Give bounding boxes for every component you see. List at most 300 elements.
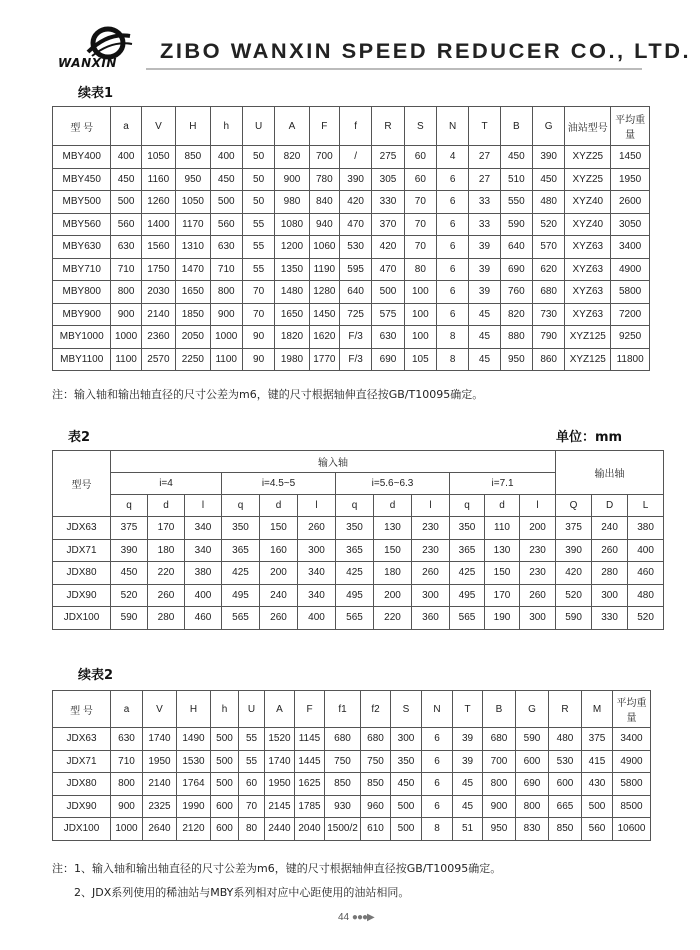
table1-header-cell: T: [469, 107, 500, 146]
table-cell: JDX90: [53, 795, 111, 818]
table-cell: XYZ63: [565, 303, 611, 326]
table-cell: 375: [556, 517, 592, 540]
table-cell: 105: [404, 348, 436, 371]
table-cell: 800: [483, 773, 516, 796]
table3-header-cell: A: [265, 691, 295, 728]
table2-subheader-cell: q: [111, 495, 148, 517]
page-arrows-icon: ●●●▶: [351, 912, 374, 923]
table-cell: 230: [520, 562, 556, 585]
table-cell: 1785: [295, 795, 325, 818]
table-cell: 1625: [295, 773, 325, 796]
table3-header-cell: R: [549, 691, 582, 728]
table-cell: 350: [336, 517, 374, 540]
table-cell: 7200: [611, 303, 650, 326]
table-cell: 500: [211, 728, 239, 751]
table-cell: 500: [391, 795, 422, 818]
table3-header-cell: f1: [325, 691, 361, 728]
table2-ratio-header: i=4.5~5: [222, 473, 336, 495]
header-rule: [146, 68, 642, 70]
company-name: ZIBO WANXIN SPEED REDUCER CO., LTD.: [160, 40, 692, 63]
table-cell: 100: [404, 326, 436, 349]
table-cell: 1820: [275, 326, 309, 349]
table-cell: 100: [404, 281, 436, 304]
table-row: [53, 236, 650, 259]
table2-unit: 单位：mm: [556, 430, 623, 445]
table-cell: 1450: [611, 146, 650, 169]
table-cell: 8500: [613, 795, 651, 818]
table-cell: 680: [532, 281, 564, 304]
table-cell: 520: [111, 584, 148, 607]
table-cell: 780: [309, 168, 339, 191]
table-cell: MBY560: [53, 213, 111, 236]
table-cell: 2050: [176, 326, 210, 349]
table-cell: 500: [210, 191, 242, 214]
table-cell: 275: [372, 146, 404, 169]
table1-title: 续表1: [78, 86, 114, 101]
table-cell: XYZ25: [565, 146, 611, 169]
table-cell: 1480: [275, 281, 309, 304]
table2-subheader-cell: d: [485, 495, 520, 517]
table-cell: 450: [500, 146, 532, 169]
table-cell: 2140: [141, 303, 175, 326]
table-cell: 495: [222, 584, 260, 607]
table1-header-cell: S: [404, 107, 436, 146]
table-cell: 730: [532, 303, 564, 326]
table-cell: 460: [185, 607, 222, 630]
table-cell: 690: [500, 258, 532, 281]
table-cell: 230: [520, 539, 556, 562]
table-cell: 1000: [111, 326, 141, 349]
table-cell: 130: [374, 517, 412, 540]
table-cell: 33: [469, 213, 500, 236]
table1-header-cell: B: [500, 107, 532, 146]
table-cell: 160: [260, 539, 298, 562]
table-cell: 370: [372, 213, 404, 236]
table-cell: 6: [437, 303, 469, 326]
table-cell: MBY900: [53, 303, 111, 326]
table-cell: 90: [242, 326, 274, 349]
table-cell: 820: [500, 303, 532, 326]
table-cell: 530: [339, 236, 371, 259]
table-cell: 390: [111, 539, 148, 562]
table-cell: 500: [391, 818, 422, 841]
table-cell: 280: [592, 562, 628, 585]
table-cell: 830: [516, 818, 549, 841]
table2-subheader-cell: L: [628, 495, 664, 517]
table-cell: 665: [549, 795, 582, 818]
table-cell: 500: [211, 773, 239, 796]
table-cell: JDX63: [53, 517, 111, 540]
table-cell: 2360: [141, 326, 175, 349]
table-cell: MBY500: [53, 191, 111, 214]
table-cell: 390: [339, 168, 371, 191]
table-cell: 260: [148, 584, 185, 607]
table-cell: 70: [239, 795, 265, 818]
table2-subheader-cell: d: [374, 495, 412, 517]
table-cell: 1490: [177, 728, 211, 751]
table-cell: 700: [309, 146, 339, 169]
table-cell: 425: [336, 562, 374, 585]
table-cell: 600: [211, 818, 239, 841]
table2-ratio-header: i=5.6~6.3: [336, 473, 450, 495]
table-row: [53, 795, 651, 818]
table1-header-cell: N: [437, 107, 469, 146]
table-row: [53, 303, 650, 326]
table-cell: JDX90: [53, 584, 111, 607]
table-row: [53, 773, 651, 796]
table-cell: 200: [374, 584, 412, 607]
table-cell: 470: [339, 213, 371, 236]
table3-header-cell: B: [483, 691, 516, 728]
table-cell: 1170: [176, 213, 210, 236]
table-cell: 500: [211, 750, 239, 773]
table-cell: 2325: [143, 795, 177, 818]
table3-header-cell: F: [295, 691, 325, 728]
table3-header-cell: M: [582, 691, 613, 728]
table-cell: 240: [260, 584, 298, 607]
table-cell: 1190: [309, 258, 339, 281]
table-cell: 590: [556, 607, 592, 630]
table-cell: 420: [372, 236, 404, 259]
table-cell: 620: [532, 258, 564, 281]
table-cell: 45: [453, 773, 483, 796]
table-cell: 1100: [111, 348, 141, 371]
table-cell: 940: [309, 213, 339, 236]
table-cell: 450: [391, 773, 422, 796]
table-cell: 70: [404, 191, 436, 214]
table-cell: JDX100: [53, 607, 111, 630]
table-cell: 27: [469, 168, 500, 191]
table1-header-cell: A: [275, 107, 309, 146]
table-cell: 330: [592, 607, 628, 630]
table-cell: 80: [239, 818, 265, 841]
table2: [52, 450, 664, 630]
table-cell: 450: [210, 168, 242, 191]
table-cell: 2250: [176, 348, 210, 371]
table3-header-cell: H: [177, 691, 211, 728]
table1-header-cell: U: [242, 107, 274, 146]
table2-subheader-cell: l: [520, 495, 556, 517]
table-cell: 400: [298, 607, 336, 630]
table-row: [53, 562, 664, 585]
table-cell: 1520: [265, 728, 295, 751]
table-cell: 1764: [177, 773, 211, 796]
table-cell: 33: [469, 191, 500, 214]
table-cell: 350: [391, 750, 422, 773]
table-cell: JDX80: [53, 562, 111, 585]
table3-header-cell: 平均重量: [613, 691, 651, 728]
table-cell: 55: [239, 728, 265, 751]
table-cell: 1990: [177, 795, 211, 818]
table-cell: 630: [111, 236, 141, 259]
table2-ratio-header: i=7.1: [450, 473, 556, 495]
table-cell: 495: [450, 584, 485, 607]
table2-subheader-cell: q: [450, 495, 485, 517]
table-cell: 1950: [611, 168, 650, 191]
table-cell: 550: [500, 191, 532, 214]
table1-header-cell: 型 号: [53, 107, 111, 146]
table2-subheader-cell: l: [298, 495, 336, 517]
table-cell: 9250: [611, 326, 650, 349]
page-number-text: 44: [338, 912, 350, 923]
table-cell: 1200: [275, 236, 309, 259]
table-cell: 300: [592, 584, 628, 607]
table2-title: 表2: [68, 430, 91, 445]
table-cell: 575: [372, 303, 404, 326]
table-cell: 200: [520, 517, 556, 540]
table-cell: 110: [485, 517, 520, 540]
table-cell: 340: [298, 584, 336, 607]
table-cell: 1060: [309, 236, 339, 259]
table-cell: 1850: [176, 303, 210, 326]
table-cell: F/3: [339, 348, 371, 371]
table-cell: 45: [469, 326, 500, 349]
table-cell: 520: [628, 607, 664, 630]
table-cell: 365: [222, 539, 260, 562]
table2-subheader-cell: l: [185, 495, 222, 517]
table-cell: 700: [483, 750, 516, 773]
table3-header-cell: a: [111, 691, 143, 728]
table-cell: 1350: [275, 258, 309, 281]
table-cell: 425: [222, 562, 260, 585]
table-cell: 340: [185, 517, 222, 540]
table-cell: 480: [628, 584, 664, 607]
table1: [52, 106, 650, 371]
table3-header-row: [53, 691, 651, 728]
table-row: [53, 818, 651, 841]
table-cell: 5800: [611, 281, 650, 304]
table3-header-cell: U: [239, 691, 265, 728]
table1-header-row: [53, 107, 650, 146]
table-cell: 39: [453, 728, 483, 751]
table-cell: 70: [242, 281, 274, 304]
table2-subheader-cell: q: [222, 495, 260, 517]
table-cell: 750: [325, 750, 361, 773]
table-cell: XYZ63: [565, 281, 611, 304]
table-cell: 8: [437, 348, 469, 371]
table-cell: 900: [111, 795, 143, 818]
table-cell: 60: [404, 168, 436, 191]
table1-header-cell: F: [309, 107, 339, 146]
table-cell: 60: [404, 146, 436, 169]
table-cell: 600: [516, 750, 549, 773]
table-cell: JDX71: [53, 750, 111, 773]
table-cell: 170: [148, 517, 185, 540]
table-cell: 2145: [265, 795, 295, 818]
table-cell: 260: [260, 607, 298, 630]
table-cell: 50: [242, 146, 274, 169]
table-cell: 1740: [265, 750, 295, 773]
table-cell: 340: [298, 562, 336, 585]
table-cell: F/3: [339, 326, 371, 349]
table1-header-cell: H: [176, 107, 210, 146]
table-cell: 450: [532, 168, 564, 191]
table-cell: 6: [422, 773, 453, 796]
table-cell: 2030: [141, 281, 175, 304]
table-cell: 51: [453, 818, 483, 841]
table-cell: 460: [628, 562, 664, 585]
table-cell: 39: [469, 281, 500, 304]
table-cell: 150: [260, 517, 298, 540]
table-cell: 1470: [176, 258, 210, 281]
table-cell: 450: [111, 562, 148, 585]
table-cell: 260: [520, 584, 556, 607]
table-cell: 305: [372, 168, 404, 191]
table3-note-2: 2、JDX系列使用的稀油站与MBY系列相对应中心距使用的油站相同。: [74, 886, 410, 899]
table2-output-shaft-header: 输出轴: [556, 451, 664, 495]
table-cell: 480: [549, 728, 582, 751]
table3-header-cell: 型 号: [53, 691, 111, 728]
table-cell: 640: [500, 236, 532, 259]
table-cell: JDX63: [53, 728, 111, 751]
table-cell: 630: [210, 236, 242, 259]
table-cell: 2440: [265, 818, 295, 841]
page-header: [0, 0, 700, 80]
table-cell: 800: [210, 281, 242, 304]
table3-header-cell: h: [211, 691, 239, 728]
table-cell: 100: [404, 303, 436, 326]
table-cell: 6: [422, 728, 453, 751]
table-cell: 590: [111, 607, 148, 630]
table-cell: XYZ40: [565, 213, 611, 236]
table-cell: 45: [453, 795, 483, 818]
table-row: [53, 146, 650, 169]
table-cell: 390: [556, 539, 592, 562]
table-cell: 230: [412, 517, 450, 540]
table-cell: 39: [453, 750, 483, 773]
table-cell: 5800: [613, 773, 651, 796]
table-cell: 400: [111, 146, 141, 169]
table-cell: 2040: [295, 818, 325, 841]
page-number: [338, 912, 374, 923]
table-cell: 10600: [613, 818, 651, 841]
table-cell: 180: [148, 539, 185, 562]
table-cell: 3400: [611, 236, 650, 259]
table-cell: 1450: [309, 303, 339, 326]
table-cell: 130: [485, 539, 520, 562]
table-cell: 1000: [210, 326, 242, 349]
table-cell: XYZ63: [565, 258, 611, 281]
table-cell: 50: [242, 168, 274, 191]
table-cell: 610: [361, 818, 391, 841]
table-cell: 900: [275, 168, 309, 191]
table1-header-cell: V: [141, 107, 175, 146]
table-cell: 280: [148, 607, 185, 630]
table-row: [53, 584, 664, 607]
table-cell: 690: [516, 773, 549, 796]
table2-subheader-cell: D: [592, 495, 628, 517]
table-cell: XYZ40: [565, 191, 611, 214]
table-cell: 2640: [143, 818, 177, 841]
table-cell: 560: [582, 818, 613, 841]
table-cell: 1950: [265, 773, 295, 796]
table1-header-cell: 平均重量: [611, 107, 650, 146]
table-cell: 6: [437, 258, 469, 281]
table-cell: 190: [485, 607, 520, 630]
table-cell: 230: [412, 539, 450, 562]
table-cell: 2140: [143, 773, 177, 796]
table-cell: XYZ63: [565, 236, 611, 259]
table-cell: 415: [582, 750, 613, 773]
table-cell: 150: [485, 562, 520, 585]
table-cell: 1740: [143, 728, 177, 751]
table-cell: /: [339, 146, 371, 169]
table-cell: 330: [372, 191, 404, 214]
table-cell: 820: [275, 146, 309, 169]
table-cell: MBY400: [53, 146, 111, 169]
table-cell: 3400: [613, 728, 651, 751]
table-row: [53, 258, 650, 281]
table-cell: 900: [111, 303, 141, 326]
table-cell: 1100: [210, 348, 242, 371]
table-cell: 950: [500, 348, 532, 371]
table-cell: 860: [532, 348, 564, 371]
table3-note-1: 注：1、输入轴和输出轴直径的尺寸公差为m6，键的尺寸根据轴伸直径按GB/T10095确定。: [52, 862, 502, 875]
table-cell: 4900: [611, 258, 650, 281]
table-cell: 380: [628, 517, 664, 540]
table-cell: 1770: [309, 348, 339, 371]
table-cell: 1750: [141, 258, 175, 281]
table-row: [53, 750, 651, 773]
table-cell: 600: [211, 795, 239, 818]
table-row: [53, 517, 664, 540]
table-cell: 680: [325, 728, 361, 751]
table-cell: 1260: [141, 191, 175, 214]
table-cell: 800: [111, 281, 141, 304]
table-cell: 6: [437, 281, 469, 304]
table-cell: 840: [309, 191, 339, 214]
table-cell: MBY1100: [53, 348, 111, 371]
table-row: [53, 607, 664, 630]
table-cell: 1950: [143, 750, 177, 773]
table-row: [53, 168, 650, 191]
table-cell: 565: [222, 607, 260, 630]
table-cell: 350: [450, 517, 485, 540]
table-cell: 27: [469, 146, 500, 169]
table-cell: 520: [532, 213, 564, 236]
table-cell: 725: [339, 303, 371, 326]
table3-title: 续表2: [78, 668, 114, 683]
table-cell: 60: [239, 773, 265, 796]
table-cell: 80: [404, 258, 436, 281]
table-cell: 170: [485, 584, 520, 607]
table-cell: 680: [483, 728, 516, 751]
table-cell: 425: [450, 562, 485, 585]
table3: [52, 690, 651, 841]
table-cell: 980: [275, 191, 309, 214]
table2-subheader-cell: q: [336, 495, 374, 517]
table-cell: 560: [210, 213, 242, 236]
table-cell: 8: [422, 818, 453, 841]
table-cell: 565: [336, 607, 374, 630]
table2-subheader-row: [53, 495, 664, 517]
table-cell: 1080: [275, 213, 309, 236]
table-cell: 930: [325, 795, 361, 818]
table-cell: 480: [532, 191, 564, 214]
table-cell: JDX71: [53, 539, 111, 562]
table-cell: 590: [516, 728, 549, 751]
table1-header-cell: h: [210, 107, 242, 146]
table-cell: 1145: [295, 728, 325, 751]
table-cell: MBY630: [53, 236, 111, 259]
table-cell: 55: [242, 213, 274, 236]
table3-header-cell: V: [143, 691, 177, 728]
table-cell: 55: [239, 750, 265, 773]
table-row: [53, 326, 650, 349]
table-cell: JDX100: [53, 818, 111, 841]
table1-header-cell: a: [111, 107, 141, 146]
table-cell: 1000: [111, 818, 143, 841]
